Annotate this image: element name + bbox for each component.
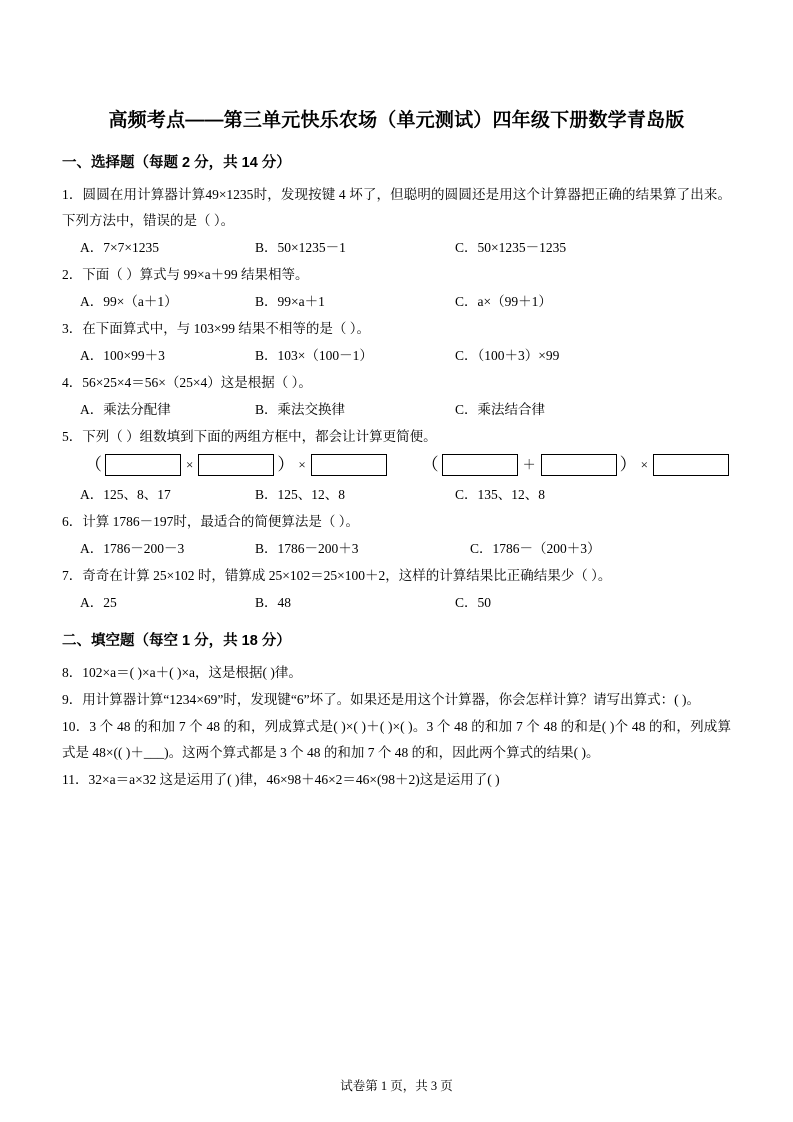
question-2-number: 2． — [62, 267, 83, 282]
question-2-option-b: B．99×a＋1 — [255, 294, 325, 309]
left-paren-1: （ — [85, 455, 102, 474]
question-8-number: 8． — [62, 665, 83, 680]
question-2-option-c: C．a×（99＋1） — [455, 294, 552, 309]
question-6-number: 6． — [62, 514, 83, 529]
question-6-option-a: A．1786－200－3 — [80, 541, 185, 556]
section-heading-fill-blank: 二、填空题（每空 1 分，共 18 分） — [62, 633, 291, 649]
page-title: 高频考点——第三单元快乐农场（单元测试）四年级下册数学青岛版 — [108, 110, 685, 131]
question-7-option-a: A．25 — [80, 595, 117, 610]
plus-sign-1: ＋ — [522, 457, 536, 472]
question-11 — [62, 767, 731, 793]
question-11-text: 32×a＝a×32 这是运用了( )律，46×98＋46×2＝46×(98＋2)这是运用了( ) — [88, 772, 500, 787]
question-2-option-a: A．99×（a＋1） — [80, 294, 178, 309]
multiply-sign-2: × — [298, 457, 306, 472]
question-3-option-a: A．100×99＋3 — [80, 348, 165, 363]
question-4-option-b: B．乘法交换律 — [255, 402, 346, 417]
question-9 — [62, 687, 731, 713]
question-6-options — [62, 536, 731, 562]
question-11-number: 11． — [62, 772, 89, 787]
question-1-option-b: B．50×1235－1 — [255, 240, 346, 255]
question-10 — [62, 714, 731, 766]
question-1-options — [62, 235, 731, 261]
question-4 — [62, 370, 731, 396]
question-1-number: 1． — [62, 187, 83, 202]
question-10-number: 10． — [62, 719, 90, 734]
question-4-number: 4． — [62, 375, 83, 390]
question-3-option-c: C．（100＋3）×99 — [455, 348, 560, 363]
question-3-option-b: B．103×（100－1） — [255, 348, 373, 363]
question-4-text: 56×25×4＝56×（25×4）这是根据（ ）。 — [82, 375, 312, 390]
question-4-option-c: C．乘法结合律 — [455, 402, 546, 417]
answer-box-4[interactable] — [442, 454, 518, 476]
question-7-text: 奇奇在计算 25×102 时，错算成 25×102＝25×100＋2，这样的计算结果比正确结果少（ ）。 — [82, 568, 612, 583]
question-2-text: 下面（ ）算式与 99×a＋99 结果相等。 — [82, 267, 309, 282]
question-9-number: 9． — [62, 692, 83, 707]
question-5-option-c: C．135、12、8 — [455, 487, 546, 502]
question-1-option-a: A．7×7×1235 — [80, 240, 159, 255]
multiply-sign-3: × — [640, 457, 648, 472]
question-7 — [62, 563, 731, 589]
question-1-option-c: C．50×1235－1235 — [455, 240, 567, 255]
question-5-option-b: B．125、12、8 — [255, 487, 346, 502]
multiply-sign-1: × — [186, 457, 194, 472]
question-5-option-a: A．125、8、17 — [80, 487, 171, 502]
question-1 — [62, 182, 731, 234]
blank-group-2 — [421, 454, 731, 476]
question-7-option-c: C．50 — [455, 595, 492, 610]
question-6-option-b: B．1786－200＋3 — [255, 541, 359, 556]
question-3-number: 3． — [62, 321, 83, 336]
question-3 — [62, 316, 731, 342]
question-4-option-a: A．乘法分配律 — [80, 402, 171, 417]
question-5-blank-boxes — [62, 454, 731, 476]
answer-box-6[interactable] — [653, 454, 729, 476]
answer-box-2[interactable] — [198, 454, 274, 476]
question-5-text: 下列（ ）组数填到下面的两组方框中，都会让计算更简便。 — [82, 429, 437, 444]
question-8 — [62, 660, 731, 686]
question-5-options — [62, 482, 731, 508]
question-4-options — [62, 397, 731, 423]
question-3-options — [62, 343, 731, 369]
page-footer: 试卷第 1 页，共 3 页 — [340, 1079, 453, 1093]
question-2 — [62, 262, 731, 288]
answer-box-5[interactable] — [541, 454, 617, 476]
question-5 — [62, 424, 731, 450]
question-7-number: 7． — [62, 568, 83, 583]
blank-group-1 — [84, 454, 389, 476]
right-paren-1: ） — [277, 455, 295, 474]
question-6-option-c: C．1786－（200＋3） — [470, 541, 601, 556]
answer-box-1[interactable] — [105, 454, 181, 476]
question-8-text: 102×a＝( )×a＋( )×a，这是根据( )律。 — [82, 665, 302, 680]
question-6 — [62, 509, 731, 535]
question-3-text: 在下面算式中，与 103×99 结果不相等的是（ ）。 — [82, 321, 370, 336]
question-10-text: 3 个 48 的和加 7 个 48 的和，列成算式是( )×( )＋( )×( )。3 个 48 的和加 7 个 48 的和是( )个 48 的和，列成算式是 48×(( )＋___)。这两个算式都是 3 个 48 的和加 7 个 48 的和，因此两个算式的结果( )。 — [62, 719, 732, 760]
question-7-options — [62, 590, 731, 616]
answer-box-3[interactable] — [311, 454, 387, 476]
left-paren-2: （ — [421, 455, 439, 474]
question-9-text: 用计算器计算“1234×69”时，发现键“6”坏了。如果还是用这个计算器，你会怎样计算？请写出算式：( )。 — [82, 692, 700, 707]
question-2-options — [62, 289, 731, 315]
question-5-number: 5． — [62, 429, 83, 444]
question-6-text: 计算 1786－197时，最适合的简便算法是（ ）。 — [82, 514, 359, 529]
right-paren-2: ） — [619, 455, 637, 474]
question-1-text: 圆圆在用计算器计算49×1235时，发现按键 4 坏了，但聪明的圆圆还是用这个计算器把正确的结果算了出来。下列方法中，错误的是（ ）。 — [62, 187, 732, 228]
section-heading-choice: 一、选择题（每题 2 分，共 14 分） — [62, 155, 291, 171]
question-7-option-b: B．48 — [255, 595, 292, 610]
